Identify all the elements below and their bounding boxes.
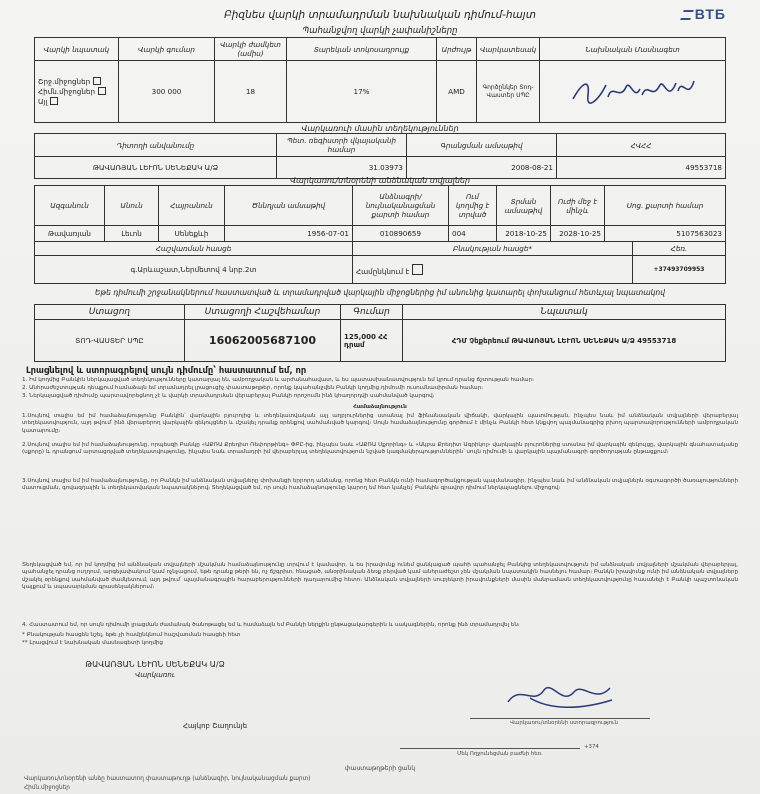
borrower-sign-label: Վարկառու xyxy=(135,671,175,679)
purpose-options xyxy=(35,61,119,123)
director-sign-label: Վարկառու/տնօրենի ստորագրություն xyxy=(510,720,618,726)
loan-term: 18 xyxy=(215,61,287,123)
agreement-body-1: 1.Սույնով տալիս եմ իմ համաձայնությունը Բանկին՝ վարկային բյուրոյից և տեղեկատվական այլ աղբյուրներից ստանալ իմ ֆինանսական վիճակի, վարկային պատմության, ինչպես նաև իմ անձնական տվյալների վերաբերյալ տեղեկատվություն, այդ թվում՝ ինձ վերաբերող վարկային զեկույցներ և մշակել դրանք օրենքով սահմանված կարգով։ Սույն համաձայնությունը գործում է մինչև Բանկի հետ կնքվող պայմանագրից բխող պարտավորությունների ամբողջական կատարումը։ xyxy=(22,413,738,434)
terms-heading: Լրացնելով և ստորագրելով սույն դիմումը՝ հաստատում եմ, որ xyxy=(26,365,307,375)
person-surname: Թավառյան xyxy=(35,226,105,242)
col-issuer: Ում կողմից է տրված xyxy=(449,186,497,226)
person-issue-date: 2018-10-25 xyxy=(497,226,551,242)
borrower-sign-name: ԹԱՎԱՌՅԱՆ ԼԵՒՈՆ ՍԵՆԵՔԱԿ Ա/Ձ xyxy=(85,660,225,669)
person-patronymic: Սենեքևի xyxy=(159,226,225,242)
term-3: 3. Ներկայացված դիմումը պարտավորեցնող չէ և վարկի տրամադրման վերաբերյալ Բանկի որոշումն ինձ կհաղորդվի սահմանված կարգով։ xyxy=(22,393,435,399)
col-firstname: Անուն xyxy=(105,186,159,226)
person-issuer: 004 xyxy=(449,226,497,242)
borrower-reg-date: 2008-08-21 xyxy=(407,157,557,179)
director-signature-icon xyxy=(500,676,620,714)
borrower-table xyxy=(34,133,726,179)
borrower-name: ԹԱՎԱՌՅԱՆ ԼԵՒՈՆ ՍԵՆԵՔԱԿ Ա/Ձ xyxy=(35,157,277,179)
registered-address: գ.Արևաշատ,Ներմետով 4 նրբ.2տ xyxy=(35,256,353,284)
col-specialist: Նախնական Մասնագետ xyxy=(540,38,726,61)
borrower-registry: 31.03973 xyxy=(277,157,407,179)
col-social: Սոց. քարտի համար xyxy=(605,186,726,226)
term-4: 4. Հաստատում եմ, որ սույն դիմումի լրացման ժամանակ ծանոթացել եմ և համաձայն եմ Բանկի ներքին ընթացակարգերին և սակագներին, որոնք ինձ տրամադրվել են։ xyxy=(22,622,520,628)
purpose-option-other[interactable]: Այլ xyxy=(38,97,115,107)
address-label: Հաշվառման հասցե xyxy=(35,242,353,256)
borrower-tin: 49553718 xyxy=(557,157,726,179)
col-issue-date: Տրման ամսաթիվ xyxy=(497,186,551,226)
col-purpose: Վարկի նպատակ xyxy=(35,38,119,61)
borrower-section-title: Վարկառուի մասին տեղեկություններ xyxy=(301,124,459,133)
address-table xyxy=(34,241,726,284)
person-passport: 010890659 xyxy=(353,226,449,242)
phone-label: Հեռ. xyxy=(633,242,726,256)
documents-footer: Վարկառու/տնօրենի անձը հաստատող փաստաթուղթ (անձնագիր, նույնականացման քարտ) xyxy=(24,776,311,782)
person-valid-until: 2028-10-25 xyxy=(551,226,605,242)
loan-criteria-table xyxy=(34,37,726,123)
bank-contact-label: Մեկ Ողջունեցման բաժնի հեռ. xyxy=(457,751,543,757)
person-table xyxy=(34,185,726,242)
col-receiver: Ստացող xyxy=(35,305,185,320)
transfer-receiver: ՏՈԴ-ՎԱՍՏԵՐ ՍՊԸ xyxy=(35,320,185,362)
director-sign-line xyxy=(470,718,650,719)
loan-amount: 300 000 xyxy=(119,61,215,123)
manager-name: Հայկոբ Շաղունյե xyxy=(182,722,248,730)
purpose-option-working[interactable]: Շրջ.միջոցներ xyxy=(38,77,115,87)
col-currency: Արժույթ xyxy=(437,38,477,61)
transfer-table xyxy=(34,304,726,362)
col-term: Վարկի ժամկետ (ամիս) xyxy=(215,38,287,61)
col-account: Ստացողի Հաշվեհամար xyxy=(185,305,341,320)
col-amount: Վարկի գումար xyxy=(119,38,215,61)
agreement-body-2: 2.Սույնով տալիս եմ իմ համաձայնությունը, որպեսզի Բանկը «ԱՔՌԱ Քրեդիտ Ռեփորթինգ» ՓԲԸ-ից, ինչպես նաև «ԱՔՌԱ Սքորինգ» և «Ակբա Քրեդիտ Ագրիկոլ» վարկային բյուրոներից ստանա իմ վարկային զեկույցը, վարկային գնահատականը (սքորը) և դրանցում արտացոլված տեղեկատվությունը, ինչպես նաև տրամադրի իմ վերաբերյալ տեղեկատվություն նշված կազմակերպություններին՝ սույն դիմումի և վարկային պայմանագրի գործողության ընթացքում։ xyxy=(22,442,738,456)
loan-currency: AMD xyxy=(437,61,477,123)
residence-label: Բնակության հասցե* xyxy=(353,242,633,256)
transfer-intro: Եթե դիմումի շրջանակներում հաստատված և տրամադրված վարկային միջոցներից իմ անունից կատարել փոխանցում հետևյալ նպատակով xyxy=(94,288,666,297)
transfer-amount: 125,000 ՀՀ դրամ xyxy=(341,320,403,362)
person-social: 5107563023 xyxy=(605,226,726,242)
col-birth: Ծննդյան ամսաթիվ xyxy=(225,186,353,226)
loan-type: Գործընկեր Տոդ-Վաստեր ՍՊԸ xyxy=(477,61,540,123)
col-registry: Պետ. ռեգիստրի վկայականի համար xyxy=(277,134,407,157)
agreement-body-4: Տեղեկացված եմ, որ իմ կողմից իմ անձնական տվյալների մշակման համաձայնությունը տրվում է կամավոր, և ես իրավունք ունեմ ցանկացած պահի պահանջել Բանկից տեղեկատվություն իմ անձնական տվյալների մշակման վերաբերյալ, պահանջել դրանց ուղղում, արգելափակում կամ ոչնչացում, եթե դրանք թերի են, ոչ ճշգրիտ, հնացած, անօրինական ձեռք բերված կամ անհրաժեշտ չեն մշակման նպատակին հասնելու համար։ Բանկն իրավունք ունի իմ անձնական տվյալները մշակել օրենքով սահմանված ժամկետում, այդ թվում՝ պայմանագրային հարաբերությունների դադարումից հետո։ Անձնական տվյալների սուբյեկտի իրավունքների մասին մանրամասն տեղեկատվությունը հասանելի է Բանկի պաշտոնական կայքում և սպասարկման գրասենյակներում։ xyxy=(22,562,738,590)
checkbox-same-address[interactable] xyxy=(412,264,423,275)
col-transfer-amount: Գումար xyxy=(341,305,403,320)
transfer-account: 16062005687100 xyxy=(185,320,341,362)
col-surname: Ազգանուն xyxy=(35,186,105,226)
manager-phone: +374 xyxy=(584,744,599,750)
person-section-title: Վարկառու/տնօրենի անձնական տվյալներ xyxy=(289,176,471,185)
checkbox-other[interactable] xyxy=(50,97,58,105)
loan-criteria-heading: Պահանջվող վարկի չափանիշները xyxy=(302,26,458,36)
col-patronymic: Հայրանուն xyxy=(159,186,225,226)
documents-list-label: փաստաթղթերի ցանկ xyxy=(344,765,416,772)
person-firstname: Լեւոն xyxy=(105,226,159,242)
col-transfer-purpose: Նպատակ xyxy=(403,305,726,320)
agreement-heading: Համաձայնություն xyxy=(353,404,407,410)
col-borrower-name: Դիտողի անվանումը xyxy=(35,134,277,157)
specialist-signature-icon xyxy=(568,71,698,111)
col-loan-type: Վարկատեսակ xyxy=(477,38,540,61)
footnote-1: * Բնակության հասցեն նշել, եթե չի համընկնում հաշվառման հասցեի հետ xyxy=(22,632,241,638)
term-2: 2. Անհրաժեշտության դեպքում համաձայն եմ տրամադրել լրացուցիչ փաստաթղթեր, որոնք կպահանջվեն Բանկի կողմից դիմումի ուսումնասիրման համար։ xyxy=(22,385,484,391)
residence-same[interactable]: Համընկնում է xyxy=(353,256,633,284)
specialist-signature xyxy=(540,61,726,123)
col-tin: ՀՎՀՀ xyxy=(557,134,726,157)
specialist-sign-line xyxy=(400,748,580,749)
col-valid-until: Ուժի մեջ է մինչև xyxy=(551,186,605,226)
checkbox-working[interactable] xyxy=(93,77,101,85)
transfer-purpose: ՀԴՄ Չեքերեում ԹԱՎԱՌՅԱՆ ԼԵՒՈՆ ՍԵՆԵՔԱԿ Ա/Ձ 49553718 xyxy=(403,320,726,362)
term-1: 1. Իմ կողմից Բանկին ներկայացված տեղեկությունները կատարյալ են, ամբողջական և արժանահավատ, և ես պատասխանատվություն եմ կրում դրանց ճշտության համար։ xyxy=(22,377,535,383)
checkbox-fixed[interactable] xyxy=(98,87,106,95)
col-passport: Անձնագրի/ նույնականացման քարտի համար xyxy=(353,186,449,226)
col-rate: Տարեկան տոկոսադրույք xyxy=(287,38,437,61)
documents-footer-2: Հիմն.միջոցներ xyxy=(24,785,70,791)
purpose-option-fixed[interactable]: Հիմն.միջոցներ xyxy=(38,87,115,97)
person-birth: 1956-07-01 xyxy=(225,226,353,242)
col-reg-date: Գրանցման ամսաթիվ xyxy=(407,134,557,157)
document-title: Բիզնես վարկի տրամադրման նախնական դիմում-հայտ xyxy=(224,9,536,21)
agreement-body-3: 3.Սույնով տալիս եմ իմ համաձայնությունը, որ Բանկն իմ անձնական տվյալները փոխանցի երրորդ անձանց, որոնց հետ Բանկն ունի համագործակցության պայմանագիր, ինչպես նաև իմ անձնական տվյալներն օգտագործի ծառայությունների մատուցման, գովազդային և տեղեկատվական նպատակներով։ Տեղեկացված եմ, որ սույն համաձայնությունը կարող եմ հետ կանչել՝ Բանկին գրավոր դիմում ներկայացնելու միջոցով։ xyxy=(22,478,738,492)
vtb-logo: ВТБ xyxy=(682,6,726,22)
footnote-2: ** Լրացվում է նախնական մասնագետի կողմից xyxy=(22,640,163,646)
phone-number: +37493709953 xyxy=(633,256,726,284)
loan-rate: 17% xyxy=(287,61,437,123)
